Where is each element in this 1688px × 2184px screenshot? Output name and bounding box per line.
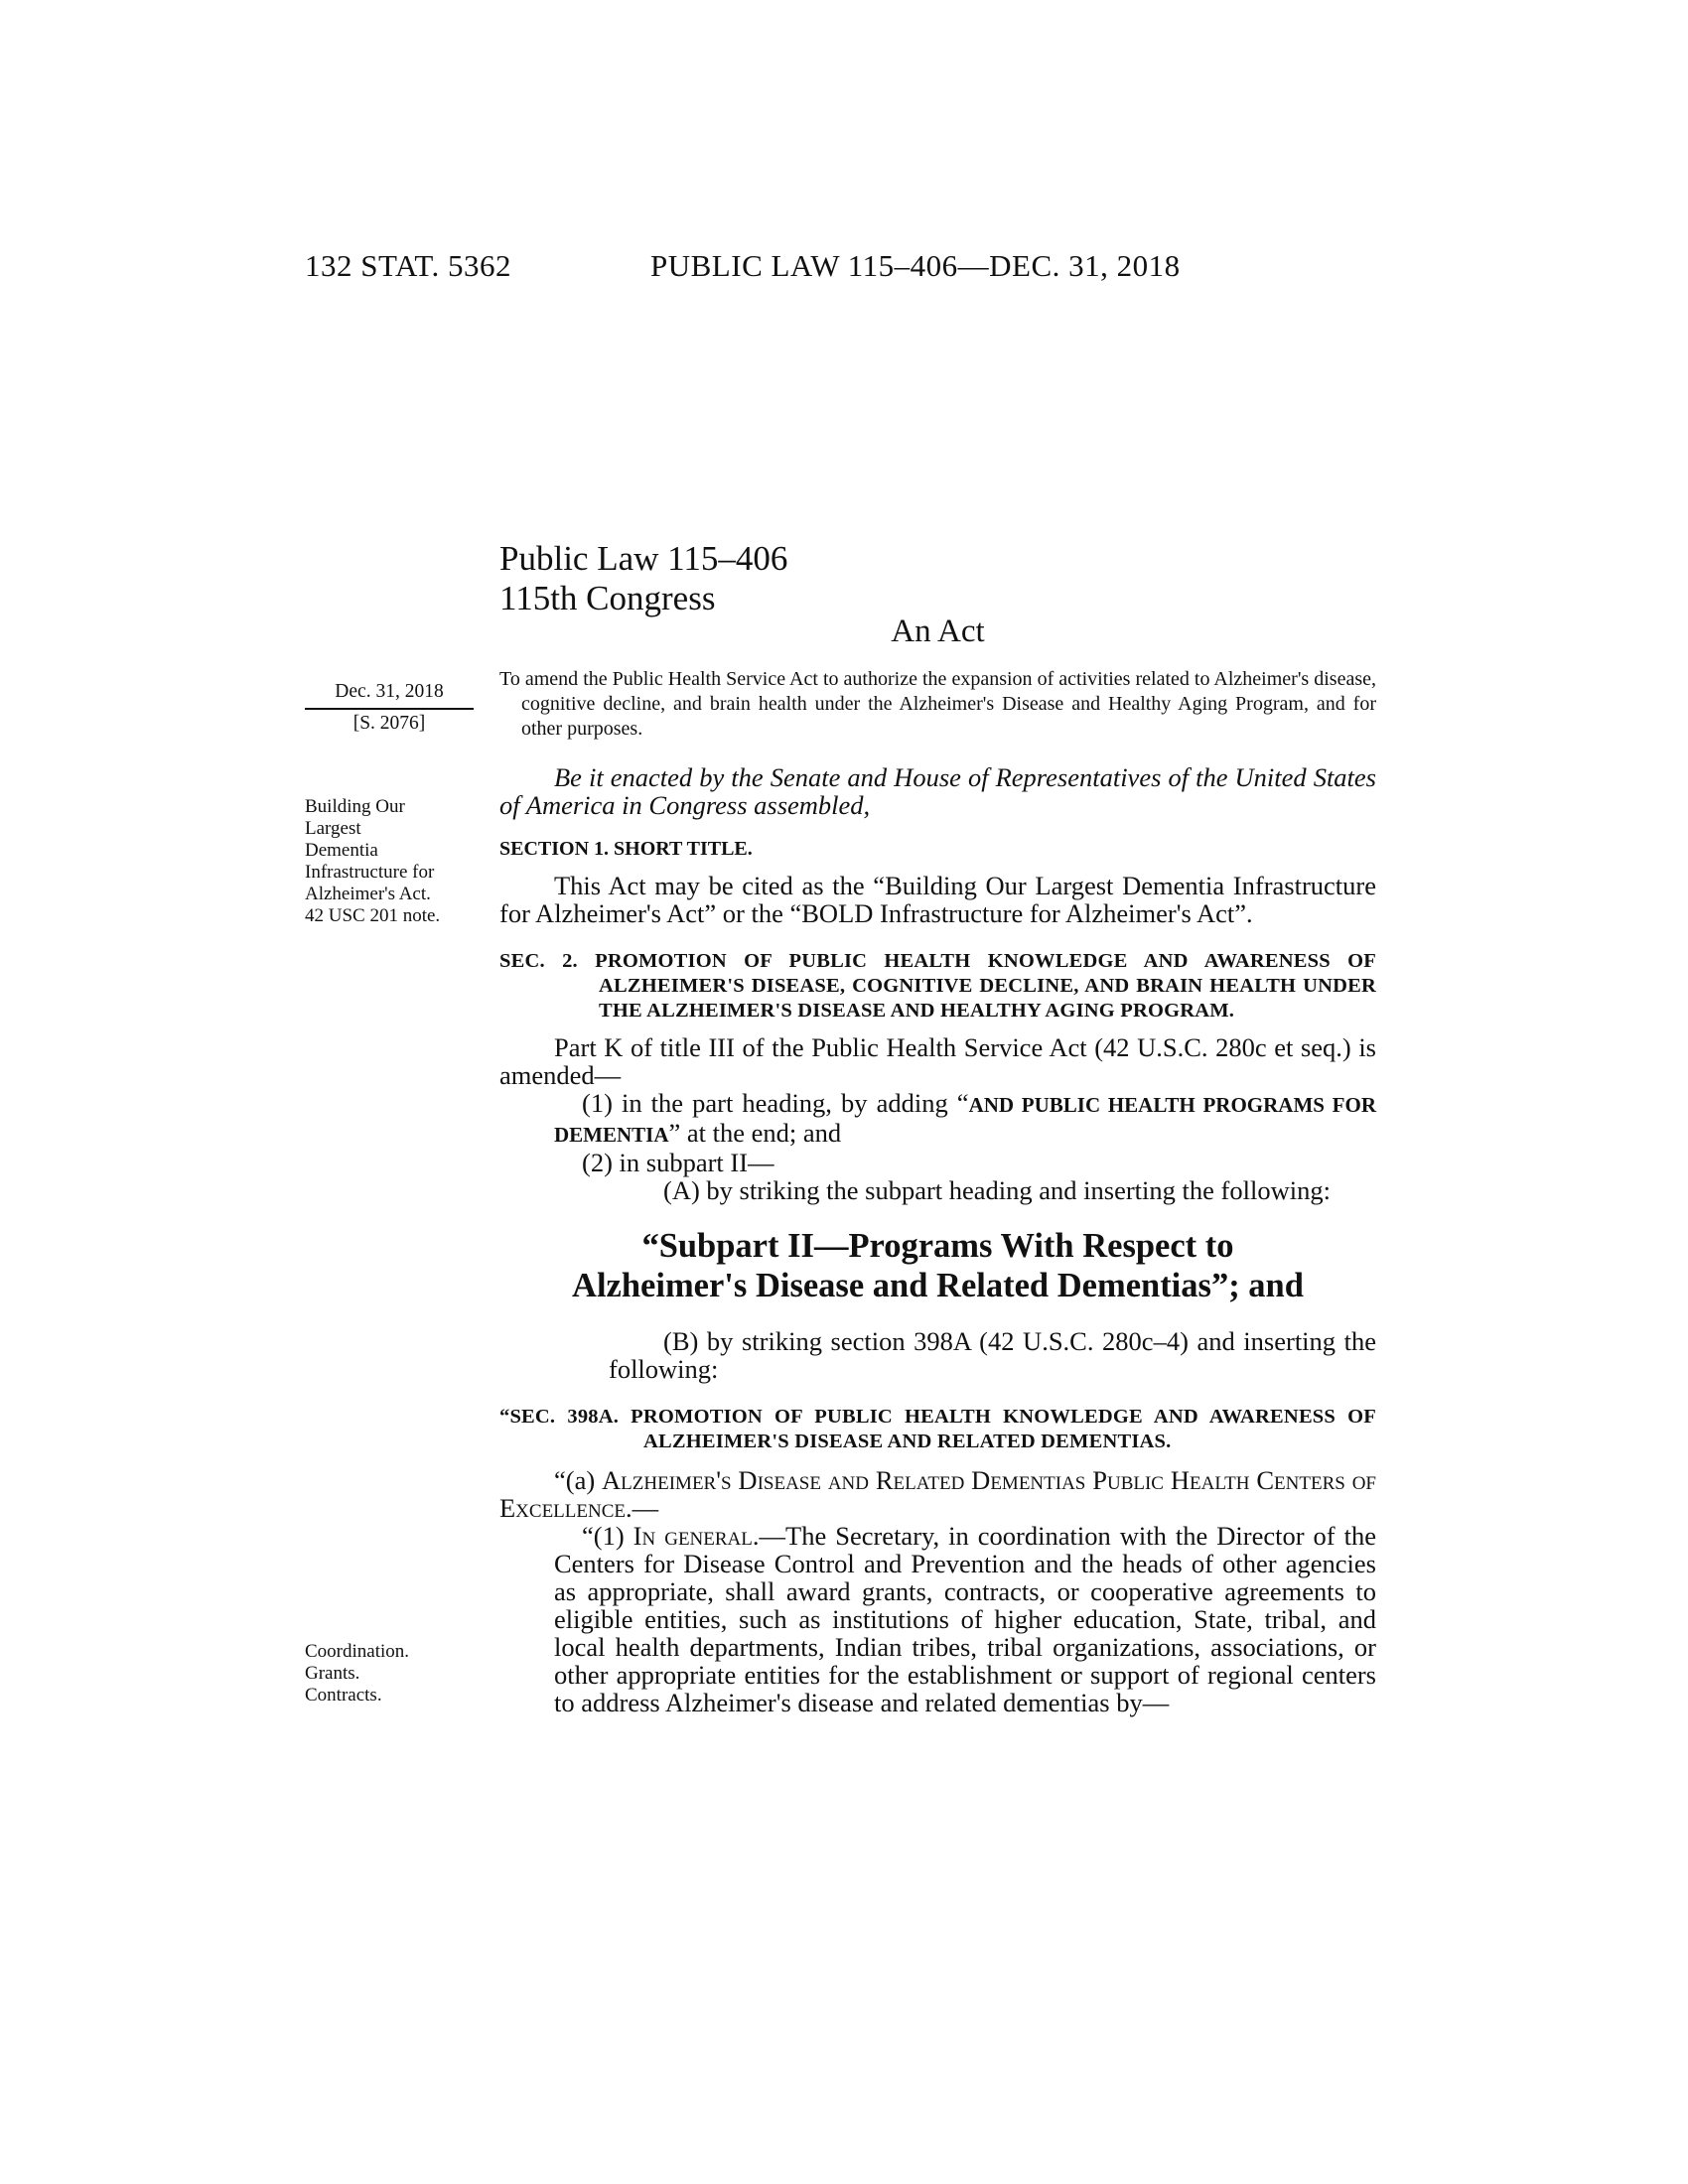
subpart-heading-line-2: Alzheimer's Disease and Related Dementias”; and bbox=[572, 1267, 1304, 1304]
amendment-item-2: (2) in subpart II— bbox=[582, 1148, 774, 1177]
paragraph-1-number: “(1) bbox=[582, 1521, 633, 1551]
amendment-item-1 bbox=[499, 1089, 1376, 1149]
public-law-number: Public Law 115–406 bbox=[499, 539, 788, 578]
subpart-heading-line-1: “Subpart II—Programs With Respect to bbox=[641, 1227, 1234, 1265]
congress-label: 115th Congress bbox=[499, 579, 716, 617]
paragraph-1-heading: In general. bbox=[633, 1521, 760, 1551]
margin-action-notes bbox=[305, 1641, 479, 1706]
paragraph-a-dash: — bbox=[632, 1493, 659, 1523]
paragraph-a-number: “(a) bbox=[554, 1465, 603, 1495]
margin-note-grants: Grants. bbox=[305, 1663, 360, 1684]
section-2-intro: Part K of title III of the Public Health Service Act (42 U.S.C. 280c et seq.) is amended— bbox=[499, 1032, 1376, 1090]
section-2-heading: SEC. 2. PROMOTION OF PUBLIC HEALTH KNOWLEDGE AND AWARENESS OF ALZHEIMER'S DISEASE, COGNITIVE DECLINE, AND BRAIN HEALTH UNDER THE ALZHEIMER'S DISEASE AND HEALTHY AGING PROGRAM. bbox=[499, 950, 1376, 1022]
margin-short-title-note bbox=[305, 796, 479, 927]
running-header: PUBLIC LAW 115–406—DEC. 31, 2018 bbox=[650, 248, 1181, 283]
page-stat-number: 132 STAT. 5362 bbox=[305, 248, 512, 283]
margin-date: Dec. 31, 2018 bbox=[335, 681, 444, 702]
enacting-clause: Be it enacted by the Senate and House of Representatives of the United States of America in Congress assembled, bbox=[499, 762, 1376, 820]
subpart-heading bbox=[499, 1226, 1376, 1305]
amendment-item-a: (A) by striking the subpart heading and inserting the following: bbox=[663, 1175, 1331, 1205]
amendment-item-b: (B) by striking section 398A (42 U.S.C. 280c–4) and inserting the following: bbox=[609, 1326, 1376, 1384]
margin-note-line: Largest bbox=[305, 818, 361, 839]
margin-note-line: Infrastructure for bbox=[305, 862, 435, 883]
section-1-heading: SECTION 1. SHORT TITLE. bbox=[499, 838, 753, 860]
margin-note-contracts: Contracts. bbox=[305, 1685, 382, 1706]
title-block bbox=[499, 539, 787, 618]
item-1-prefix: (1) in the part heading, by adding “ bbox=[582, 1088, 969, 1118]
margin-note-line: Building Our bbox=[305, 796, 405, 817]
item-1-suffix: ” at the end; and bbox=[668, 1118, 842, 1148]
margin-note-line: Dementia bbox=[305, 840, 378, 861]
margin-date-block bbox=[305, 680, 474, 736]
margin-note-line: Alzheimer's Act. bbox=[305, 884, 431, 904]
paragraph-1-text: —The Secretary, in coordination with the Director of the Centers for Disease Control and Prevention and the heads of other agencies as appropriate, shall award grants, contracts, or cooperative agreements to eligible entities, such as institutions of higher education, State, tribal, and local health departments, Indian tribes, tribal organizations, associations, or other appropriate entities for the establishment or support of regional centers to address Alzheimer's disease and related dementias by— bbox=[554, 1521, 1376, 1717]
margin-usc-note: 42 USC 201 note. bbox=[305, 905, 441, 926]
margin-note-coordination: Coordination. bbox=[305, 1641, 410, 1662]
section-398a-heading: “SEC. 398A. PROMOTION OF PUBLIC HEALTH KNOWLEDGE AND AWARENESS OF ALZHEIMER'S DISEASE AND RELATED DEMENTIAS. bbox=[499, 1406, 1376, 1452]
statute-body bbox=[499, 667, 1376, 1716]
act-purpose: To amend the Public Health Service Act to authorize the expansion of activities related to Alzheimer's disease, cognitive decline, and brain health under the Alzheimer's Disease and Healthy Aging Program, and for other purposes. bbox=[499, 668, 1376, 740]
margin-bill-number: [S. 2076] bbox=[305, 708, 474, 736]
paragraph-a bbox=[499, 1466, 1376, 1522]
paragraph-a-heading: Alzheimer's Disease and Related Dementias Public Health Centers of Excellence. bbox=[499, 1465, 1376, 1523]
paragraph-1 bbox=[499, 1522, 1376, 1716]
act-label: An Act bbox=[891, 614, 985, 649]
section-1-text: This Act may be cited as the “Building Our Largest Dementia Infrastructure for Alzheimer's Act” or the “BOLD Infrastructure for Alzheimer's Act”. bbox=[499, 871, 1376, 928]
item-1-caps: AND PUBLIC HEALTH PROGRAMS FOR DEMENTIA bbox=[554, 1093, 1377, 1147]
